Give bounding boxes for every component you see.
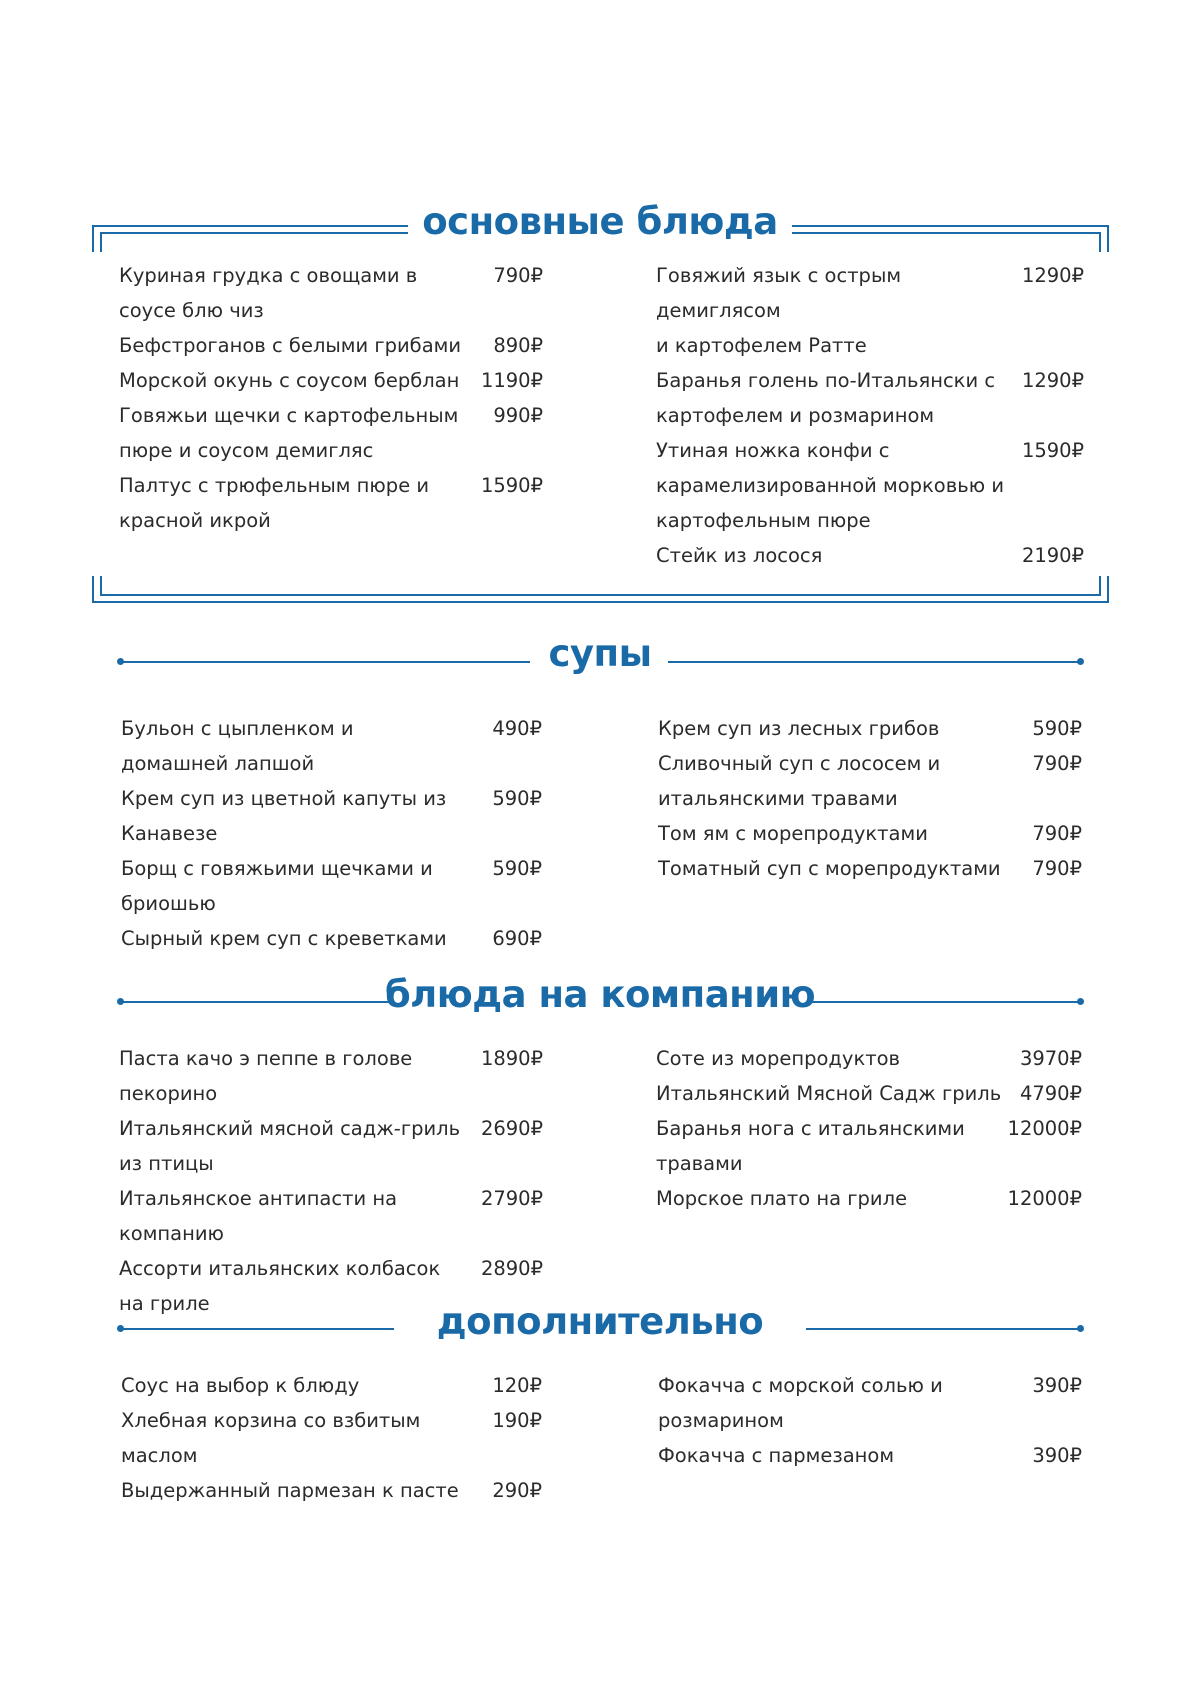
menu-item [119, 328, 543, 363]
menu-item-price: 590₽ [492, 787, 542, 810]
menu-item-name: Говяжьи щечки с картофельным пюре и соусом демигляс [119, 404, 459, 462]
menu-item [658, 1368, 1082, 1438]
menu-item [656, 538, 1084, 573]
menu-item [121, 1403, 542, 1473]
menu-item-name: Крем суп из цветной капуты из Канавезе [121, 787, 447, 845]
menu-item-price: 4790₽ [1019, 1082, 1082, 1105]
menu-item [656, 1041, 1082, 1076]
menu-item-price: 690₽ [492, 927, 542, 950]
section-title-company: блюда на компанию [384, 973, 816, 1016]
menu-item-price: 790₽ [1032, 857, 1082, 880]
menu-item-price: 1290₽ [1021, 369, 1084, 392]
menu-item-price: 1190₽ [480, 369, 543, 392]
menu-item-price: 790₽ [493, 264, 543, 287]
menu-item [656, 1111, 1082, 1181]
menu-item-name: Морской окунь с соусом берблан [119, 369, 460, 392]
menu-item-price: 1590₽ [480, 474, 543, 497]
menu-item [119, 1181, 543, 1251]
menu-item-name: Палтус с трюфельным пюре и красной икрой [119, 474, 430, 532]
menu-item-name: Бефстроганов с белыми грибами [119, 334, 462, 357]
menu-item [119, 1041, 543, 1111]
menu-item [658, 816, 1082, 851]
menu-item-price: 390₽ [1032, 1374, 1082, 1397]
menu-item-price: 1290₽ [1021, 264, 1084, 287]
menu-item [658, 711, 1082, 746]
menu-item [119, 468, 543, 538]
menu-item [121, 851, 542, 921]
menu-item [656, 1076, 1082, 1111]
menu-item-price: 3970₽ [1019, 1047, 1082, 1070]
menu-item-name: Баранья голень по-Итальянски с картофелем и розмарином [656, 369, 996, 427]
menu-item [656, 363, 1084, 433]
menu-item-price: 2190₽ [1021, 544, 1084, 567]
menu-item [658, 1438, 1082, 1473]
menu-item-name: Итальянский Мясной Садж гриль [656, 1082, 1002, 1105]
menu-item [656, 258, 1084, 363]
menu-item [119, 1111, 543, 1181]
main-left-column [119, 258, 543, 538]
menu-item-price: 490₽ [492, 717, 542, 740]
menu-item-price: 1590₽ [1021, 439, 1084, 462]
menu-item-name: Ассорти итальянских колбасок на гриле [119, 1257, 441, 1315]
menu-item [119, 258, 543, 328]
menu-item-price: 290₽ [492, 1479, 542, 1502]
menu-item-name: Итальянское антипасти на компанию [119, 1187, 398, 1245]
section-title-main: основные блюда [0, 200, 1200, 244]
menu-item-name: Паста качо э пеппе в голове пекорино [119, 1047, 413, 1105]
menu-item-name: Куриная грудка с овощами в соусе блю чиз [119, 264, 418, 322]
menu-item-price: 990₽ [493, 404, 543, 427]
menu-item-price: 2890₽ [480, 1257, 543, 1280]
soups-left-column [121, 711, 542, 956]
menu-item-price: 590₽ [1032, 717, 1082, 740]
menu-item-name: Соте из морепродуктов [656, 1047, 900, 1070]
menu-item-name: Фокачча с морской солью и розмарином [658, 1374, 943, 1432]
menu-item-name: Морское плато на гриле [656, 1187, 908, 1210]
menu-item [656, 1181, 1082, 1216]
menu-item-price: 12000₽ [1007, 1187, 1082, 1210]
menu-item-name: Сырный крем суп с креветками [121, 927, 447, 950]
menu-item-price: 2690₽ [480, 1117, 543, 1140]
main-right-column [656, 258, 1084, 573]
menu-item [121, 781, 542, 851]
menu-item [121, 711, 542, 781]
menu-item-name: Стейк из лосося [656, 544, 823, 567]
menu-item [121, 1368, 542, 1403]
section-title-soups: супы [548, 632, 652, 675]
menu-item-name: Том ям с морепродуктами [658, 822, 928, 845]
menu-item [121, 1473, 542, 1508]
menu-item [658, 851, 1082, 886]
menu-item-name: Говяжий язык с острым демиглясом и картофелем Ратте [656, 264, 902, 357]
menu-item-price: 12000₽ [1007, 1117, 1082, 1140]
menu-item-price: 190₽ [492, 1409, 542, 1432]
menu-item-price: 2790₽ [480, 1187, 543, 1210]
menu-item-name: Хлебная корзина со взбитым маслом [121, 1409, 421, 1467]
menu-item-name: Сливочный суп с лососем и итальянскими травами [658, 752, 941, 810]
company-left-column [119, 1041, 543, 1321]
soups-right-column [658, 711, 1082, 886]
menu-item-name: Крем суп из лесных грибов [658, 717, 940, 740]
menu-item-name: Бульон с цыпленком и домашней лапшой [121, 717, 354, 775]
menu-item [119, 363, 543, 398]
menu-item-price: 790₽ [1032, 752, 1082, 775]
section-title-extra: дополнительно [436, 1300, 764, 1343]
menu-item-name: Баранья нога с итальянскими травами [656, 1117, 965, 1175]
extra-left-column [121, 1368, 542, 1508]
company-right-column [656, 1041, 1082, 1216]
menu-item-name: Борщ с говяжьими щечками и бриошью [121, 857, 433, 915]
menu-item [119, 398, 543, 468]
menu-item-price: 390₽ [1032, 1444, 1082, 1467]
menu-item-price: 590₽ [492, 857, 542, 880]
menu-item-name: Соус на выбор к блюду [121, 1374, 360, 1397]
extra-right-column [658, 1368, 1082, 1473]
menu-item-price: 1890₽ [480, 1047, 543, 1070]
menu-item-name: Итальянский мясной садж-гриль из птицы [119, 1117, 461, 1175]
menu-item [121, 921, 542, 956]
menu-item [658, 746, 1082, 816]
menu-item [656, 433, 1084, 538]
menu-item-price: 790₽ [1032, 822, 1082, 845]
menu-item-price: 120₽ [492, 1374, 542, 1397]
menu-item-name: Утиная ножка конфи с карамелизированной морковью и картофельным пюре [656, 439, 1004, 532]
menu-item-name: Выдержанный пармезан к пасте [121, 1479, 459, 1502]
menu-item-name: Фокачча с пармезаном [658, 1444, 895, 1467]
menu-item-name: Томатный суп с морепродуктами [658, 857, 1001, 880]
menu-item-price: 890₽ [493, 334, 543, 357]
